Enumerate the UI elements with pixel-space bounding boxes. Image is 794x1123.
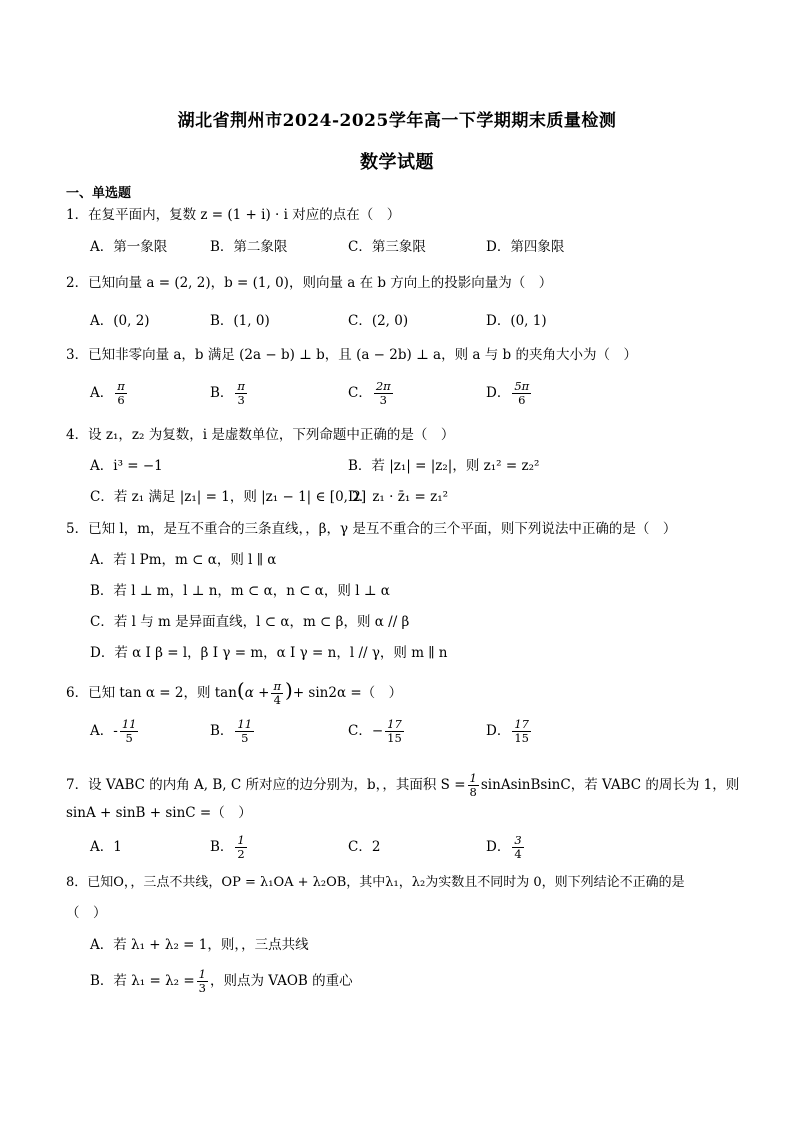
- fraction-denominator: 8: [469, 785, 477, 799]
- fraction-numerator: π: [237, 379, 245, 393]
- option-label: A．: [90, 723, 114, 739]
- question-6-option-a: [90, 718, 140, 745]
- fraction-numerator: 2π: [375, 379, 391, 393]
- fraction-numerator: π: [117, 379, 125, 393]
- question-5-option-d: D．若 α I β = l，β I γ = m，α I γ = n，l // γ，则 m ∥ n: [90, 645, 448, 661]
- option-b-post: ，则点为 VAOB 的重心: [209, 973, 353, 989]
- question-3-option-a-fraction: [115, 380, 127, 407]
- question-1-option-c: C．第三象限: [348, 239, 426, 255]
- fraction-denominator: 5: [125, 731, 133, 745]
- question-2-option-c: C．(2, 0): [348, 313, 409, 329]
- option-fraction: [512, 718, 531, 745]
- question-7-option-d: [486, 834, 526, 861]
- question-7-stem-pre: 7．设 VABC 的内角 A, B, C 所对应的边分别为，b，，其面积 S =: [66, 777, 466, 793]
- question-5-option-c: C．若 l 与 m 是异面直线，l ⊂ α，m ⊂ β，则 α // β: [90, 614, 410, 630]
- question-3-option-c-fraction: [374, 380, 393, 407]
- question-7-stem-line2: sinA + sinB + sinC =（ ）: [66, 805, 252, 821]
- question-3-option-c: [348, 380, 395, 407]
- question-6-stem-post: + sin2α =（ ）: [292, 685, 403, 701]
- question-1-stem: 1．在复平面内，复数 z = (1 + i) · i 对应的点在（ ）: [66, 207, 401, 223]
- fraction-numerator: 3: [514, 833, 522, 847]
- question-2-option-d: D．(0, 1): [486, 313, 547, 329]
- question-3-option-a: [90, 380, 129, 407]
- question-3-option-d-label: D．: [486, 385, 511, 401]
- question-1-option-a: A．第一象限: [90, 239, 168, 255]
- option-label: C．: [348, 723, 372, 739]
- close-paren: ): [285, 678, 293, 702]
- question-4-option-d: D．z₁ · z̄₁ = z₁²: [348, 489, 449, 505]
- question-3-option-c-label: C．: [348, 385, 372, 401]
- fraction-numerator: 5π: [514, 379, 530, 393]
- question-2-option-b: B．(1, 0): [210, 313, 270, 329]
- exam-title: 湖北省荆州市2024-2025学年高一下学期期末质量检测: [177, 111, 617, 131]
- fraction-denominator: 4: [273, 693, 281, 707]
- fraction-numerator: 1: [469, 771, 477, 785]
- option-fraction: [385, 718, 404, 745]
- fraction-numerator: 11: [121, 717, 137, 731]
- fraction-denominator: 6: [518, 393, 526, 407]
- fraction-numerator: 17: [387, 717, 402, 731]
- question-4-option-a: A．i³ = −1: [90, 458, 163, 474]
- question-3-option-b-label: B．: [210, 385, 234, 401]
- fraction-numerator: 17: [514, 717, 529, 731]
- question-7-stem: [66, 772, 739, 799]
- question-1-option-d: D．第四象限: [486, 239, 565, 255]
- question-5-option-a: A．若 l Pm，m ⊂ α，则 l ∥ α: [90, 552, 277, 568]
- fraction-denominator: 15: [387, 731, 402, 745]
- option-sign: -: [113, 723, 118, 739]
- question-4-option-b: B．若 |z₁| = |z₂|，则 z₁² = z₂²: [348, 458, 540, 474]
- fraction-numerator: π: [273, 679, 282, 693]
- question-1-option-b: B．第二象限: [210, 239, 288, 255]
- question-8-option-b: [90, 968, 353, 995]
- option-label: D．: [486, 723, 511, 739]
- open-paren: (: [236, 678, 245, 702]
- fraction-numerator: 1: [198, 967, 206, 981]
- fraction-denominator: 5: [241, 731, 249, 745]
- question-3-option-b: [210, 380, 249, 407]
- question-4-stem: 4．设 z₁，z₂ 为复数，i 是虚数单位，下列命题中正确的是（ ）: [66, 427, 455, 443]
- question-6-stem-pre: 6．已知 tan α = 2，则 tan: [66, 685, 237, 701]
- fraction-denominator: 3: [198, 981, 206, 995]
- question-6-option-b: [210, 718, 256, 745]
- question-5-option-b: B．若 l ⊥ m，l ⊥ n，m ⊂ α，n ⊂ α，则 l ⊥ α: [90, 583, 390, 599]
- question-8-stem: 8．已知O，，三点不共线，OP = λ₁OA + λ₂OB，其中λ₁，λ₂为实数且不同时为 0，则下列结论不正确的是: [66, 875, 685, 890]
- section-heading: 一、单选题: [66, 186, 132, 201]
- question-3-option-b-fraction: [235, 380, 247, 407]
- option-label: D．: [486, 839, 511, 855]
- question-7-option-c: C．2: [348, 839, 381, 855]
- fraction-denominator: 3: [379, 393, 387, 407]
- question-8-stem-line2: （ ）: [66, 905, 107, 921]
- question-7-stem-fraction: [468, 772, 479, 799]
- question-5-stem: 5．已知 l，m，是互不重合的三条直线，，β，γ 是互不重合的三个平面，则下列说法中正确的是（ ）: [66, 521, 677, 537]
- option-fraction: [235, 834, 246, 861]
- question-4-option-c: C．若 z₁ 满足 |z₁| = 1，则 |z₁ − 1| ∈ [0, 2]: [90, 489, 367, 505]
- question-6-option-c: [348, 718, 406, 745]
- fraction-denominator: 3: [237, 393, 245, 407]
- fraction-denominator: 2: [237, 847, 245, 861]
- exam-subtitle: 数学试题: [360, 152, 434, 173]
- option-fraction: [120, 718, 139, 745]
- question-3-option-a-label: A．: [90, 385, 114, 401]
- fraction-denominator: 4: [514, 847, 522, 861]
- question-3-stem: 3．已知非零向量 a，b 满足 (2a − b) ⊥ b，且 (a − 2b) ⊥ a，则 a 与 b 的夹角大小为（ ）: [66, 347, 637, 363]
- question-2-option-a: A．(0, 2): [90, 313, 150, 329]
- fraction-denominator: 15: [514, 731, 529, 745]
- question-3-option-d-fraction: [512, 380, 531, 407]
- question-8-option-a: A．若 λ₁ + λ₂ = 1，则，，三点共线: [90, 937, 309, 953]
- option-label: B．: [210, 839, 234, 855]
- option-b-pre: B．若 λ₁ = λ₂ =: [90, 973, 195, 989]
- question-6-stem-mid: α +: [244, 685, 270, 701]
- question-2-stem: 2．已知向量 a = (2, 2)，b = (1, 0)，则向量 a 在 b 方向上的投影向量为（ ）: [66, 275, 553, 291]
- option-fraction: [512, 834, 523, 861]
- option-fraction: [235, 718, 254, 745]
- question-3-option-d: [486, 380, 533, 407]
- fraction-numerator: 11: [237, 717, 253, 731]
- question-7-option-a: A．1: [90, 839, 122, 855]
- option-b-fraction: [197, 968, 208, 995]
- fraction-denominator: 6: [117, 393, 125, 407]
- question-6-option-d: [486, 718, 533, 745]
- fraction-numerator: 1: [237, 833, 245, 847]
- option-sign: −: [371, 723, 384, 739]
- option-label: B．: [210, 723, 234, 739]
- question-7-stem-post: sinAsinBsinC，若 VABC 的周长为 1，则: [480, 777, 740, 793]
- question-6-stem-fraction: [271, 680, 283, 707]
- question-7-option-b: [210, 834, 249, 861]
- question-6-stem: [66, 680, 402, 707]
